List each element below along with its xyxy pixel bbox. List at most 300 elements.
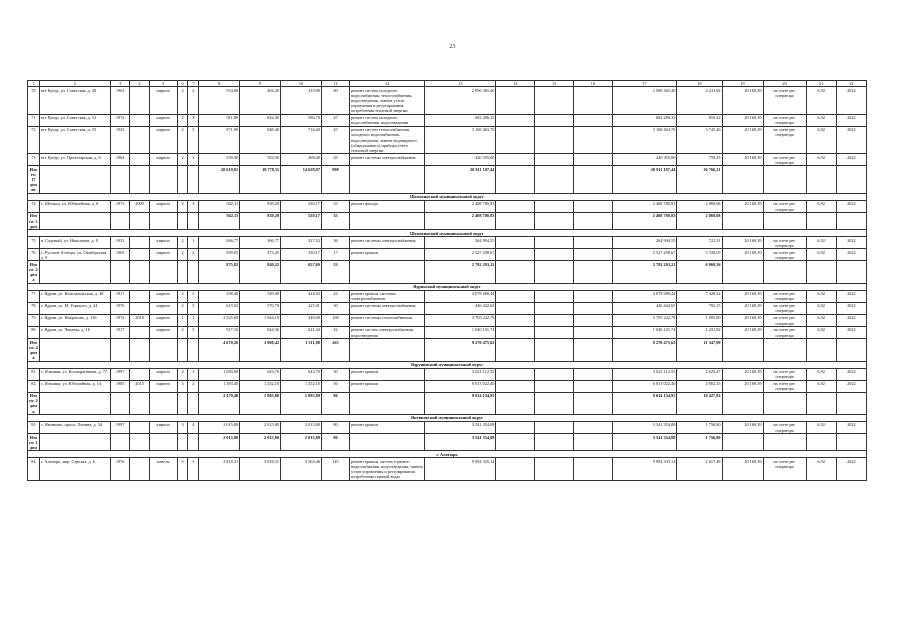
table-cell: кирпич bbox=[149, 290, 177, 302]
table-cell: 942,11 bbox=[199, 213, 240, 230]
table-cell: 2022 bbox=[836, 380, 866, 392]
table-cell: 554,80 bbox=[199, 87, 240, 115]
table-cell: 2 096 365,40 bbox=[612, 87, 677, 115]
table-cell: 682 286,33 bbox=[612, 114, 677, 126]
table-cell: 79 bbox=[28, 314, 40, 326]
table-cell: 530,17 bbox=[281, 200, 322, 212]
table-cell: 875,82 bbox=[199, 261, 240, 283]
table-cell: 22 bbox=[321, 290, 349, 302]
table-cell: 2022 bbox=[836, 114, 866, 126]
table-cell: ремонт фасада bbox=[349, 200, 424, 212]
table-cell: 1 bbox=[188, 314, 199, 326]
table-cell: 74 bbox=[28, 200, 40, 212]
table-cell bbox=[722, 166, 763, 194]
total-row bbox=[28, 261, 867, 283]
table-cell: 9 634 134,95 bbox=[425, 392, 496, 414]
table-cell: 657,69 bbox=[281, 261, 322, 283]
table-cell: пгт Куеда, ул. Пролетарская, д. 8 bbox=[39, 154, 110, 166]
table-cell: 586,70 bbox=[281, 114, 322, 126]
table-cell bbox=[496, 380, 535, 392]
table-cell: 70 bbox=[28, 87, 40, 115]
table-cell: 6 013 022,40 bbox=[612, 380, 677, 392]
table-cell: 2022 bbox=[836, 302, 866, 314]
district-title: Шемахинский муниципальный округ bbox=[28, 194, 867, 201]
table-cell: 219,90 bbox=[281, 87, 322, 115]
table-cell: 1 bbox=[188, 237, 199, 249]
table-cell: 1 905,80 bbox=[677, 314, 722, 326]
table-cell bbox=[573, 261, 612, 283]
table-cell: ремонт системы электроснабжения bbox=[349, 237, 424, 249]
table-cell: с. Шемаха, ул. Юбилейная, д. 6 bbox=[39, 200, 110, 212]
table-cell: г. Ядрин, ул. Чапаева, д. 16 bbox=[39, 327, 110, 339]
table-cell: 45 bbox=[321, 126, 349, 154]
table-cell: 20 169,39 bbox=[722, 237, 763, 249]
table-cell: 782,15 bbox=[677, 302, 722, 314]
table-cell: Итого: 2 дома bbox=[29, 393, 38, 414]
table-cell bbox=[573, 154, 612, 166]
table-cell: 3 541 354,08 bbox=[612, 434, 677, 451]
table-cell: ремонт системы электроснабжения bbox=[349, 154, 424, 166]
table-cell: 2 bbox=[177, 87, 188, 115]
table-cell: 6 060,56 bbox=[677, 261, 722, 283]
table-cell: 35 bbox=[321, 213, 349, 230]
table-cell bbox=[496, 314, 535, 326]
table-cell: 1 bbox=[177, 314, 188, 326]
table-cell: панель bbox=[149, 458, 177, 480]
table-cell: 6,92 bbox=[806, 314, 836, 326]
table-cell: 3 bbox=[188, 200, 199, 212]
table-cell: 1973 bbox=[110, 200, 129, 212]
table-cell: 2 015,80 bbox=[240, 422, 281, 434]
column-number-cell: 19 bbox=[722, 81, 763, 87]
table-cell: 3 168 463,70 bbox=[612, 126, 677, 154]
column-number-cell: 6 bbox=[177, 81, 188, 87]
table-cell bbox=[836, 166, 866, 194]
table-cell bbox=[149, 434, 177, 451]
table-cell: 30 bbox=[321, 302, 349, 314]
table-cell bbox=[573, 249, 612, 261]
table-cell: 1997 bbox=[110, 422, 129, 434]
table-cell bbox=[496, 249, 535, 261]
column-number-cell: 17 bbox=[612, 81, 677, 87]
column-number-cell: 14 bbox=[496, 81, 535, 87]
total-row bbox=[28, 339, 867, 361]
table-cell bbox=[836, 434, 866, 451]
table-cell: 1 895,80 bbox=[281, 392, 322, 414]
table-cell: 2 bbox=[177, 126, 188, 154]
table-cell: 6,92 bbox=[806, 422, 836, 434]
table-cell: 84 bbox=[28, 458, 40, 480]
table-cell: 2022 bbox=[836, 327, 866, 339]
table-cell: 2 015,80 bbox=[199, 434, 240, 451]
table-cell: 6,92 bbox=[806, 380, 836, 392]
table-cell bbox=[177, 213, 188, 230]
table-cell: пгт Куеда, ул. Советская, д. 55 bbox=[39, 126, 110, 154]
table-cell: 3 541 354,08 bbox=[425, 434, 496, 451]
table-row bbox=[28, 126, 867, 154]
table-cell: 3 541 354,08 bbox=[425, 422, 496, 434]
table-cell: 3 bbox=[188, 290, 199, 302]
table-cell: 1 895,80 bbox=[240, 392, 281, 414]
table-cell bbox=[763, 392, 806, 414]
table-cell bbox=[177, 261, 188, 283]
table-cell: кирпич bbox=[149, 302, 177, 314]
table-cell: 1965 bbox=[110, 249, 129, 261]
table-cell: пгт Куеда, ул. Советская, д. 51 bbox=[39, 114, 110, 126]
table-cell bbox=[535, 368, 574, 380]
total-row bbox=[28, 166, 867, 194]
table-cell: 1935 bbox=[110, 237, 129, 249]
table-cell: на счете рег. оператора bbox=[763, 249, 806, 261]
table-cell: 911,80 bbox=[199, 114, 240, 126]
table-cell: 3 bbox=[188, 302, 199, 314]
table-cell: 1 083,80 bbox=[199, 368, 240, 380]
table-row bbox=[28, 368, 867, 380]
table-cell: Итого: 1 дом bbox=[29, 213, 38, 229]
table-cell: 2015 bbox=[130, 380, 149, 392]
table-cell bbox=[149, 261, 177, 283]
table-cell: на счете рег. оператора bbox=[763, 327, 806, 339]
table-cell: на счете рег. оператора bbox=[763, 114, 806, 126]
table-cell: 2 527 298,67 bbox=[425, 249, 496, 261]
table-cell: 2022 bbox=[836, 126, 866, 154]
table-cell: 1 252,10 bbox=[281, 380, 322, 392]
table-cell: 6,92 bbox=[806, 237, 836, 249]
table-cell bbox=[836, 213, 866, 230]
table-cell: п. Садовый, ул. Николаева, д. 8 bbox=[39, 237, 110, 249]
table-cell: 7 428,22 bbox=[677, 290, 722, 302]
table-cell: 2 408 780,83 bbox=[612, 213, 677, 230]
table-cell bbox=[806, 166, 836, 194]
table-cell bbox=[722, 434, 763, 451]
table-cell bbox=[349, 339, 424, 361]
table-cell bbox=[349, 213, 424, 230]
table-row bbox=[28, 237, 867, 249]
table-cell: 3 bbox=[188, 154, 199, 166]
table-cell: 9 270 475,62 bbox=[612, 339, 677, 361]
table-cell: 716,40 bbox=[281, 126, 322, 154]
column-number-cell: 9 bbox=[240, 81, 281, 87]
table-cell: 2 470,40 bbox=[199, 392, 240, 414]
column-number-cell: 21 bbox=[806, 81, 836, 87]
table-cell: Итого: 17 домов bbox=[28, 166, 40, 194]
table-cell: 2 525,69 bbox=[199, 314, 240, 326]
table-cell: 1 944,19 bbox=[240, 314, 281, 326]
table-cell bbox=[573, 368, 612, 380]
table-row bbox=[28, 154, 867, 166]
table-cell: 424,03 bbox=[281, 290, 322, 302]
table-cell: пгт Куеда, ул. Советская, д. 49 bbox=[39, 87, 110, 115]
table-cell: с. Русские Алчеды, ул. Октябрьская, д. 9 bbox=[39, 249, 110, 261]
table-cell: 5 625,47 bbox=[677, 368, 722, 380]
table-cell bbox=[110, 166, 129, 194]
table-cell bbox=[535, 339, 574, 361]
table-cell: 1 040 101,74 bbox=[425, 327, 496, 339]
table-cell: г. Ядрин, ул. М. Горького, д. 24 bbox=[39, 302, 110, 314]
table-cell bbox=[836, 392, 866, 414]
table-cell bbox=[836, 261, 866, 283]
table-cell: 264 994,55 bbox=[425, 237, 496, 249]
table-cell bbox=[496, 126, 535, 154]
table-cell: 3 818,31 bbox=[240, 458, 281, 480]
table-cell bbox=[130, 290, 149, 302]
table-cell: Итого: 2 дома bbox=[29, 261, 38, 283]
table-cell bbox=[763, 261, 806, 283]
table-cell: 2022 bbox=[836, 87, 866, 115]
table-cell: 3 908,42 bbox=[240, 339, 281, 361]
table-cell bbox=[535, 166, 574, 194]
table-cell bbox=[130, 302, 149, 314]
table-cell: 2 408 780,83 bbox=[612, 200, 677, 212]
table-cell: 549,08 bbox=[240, 290, 281, 302]
table-cell: ремонт системы электроснабжения bbox=[349, 302, 424, 314]
table-cell: 53 bbox=[321, 261, 349, 283]
table-cell: 494,20 bbox=[240, 87, 281, 115]
table-cell bbox=[130, 154, 149, 166]
table-cell: 29 bbox=[321, 154, 349, 166]
table-cell bbox=[110, 261, 129, 283]
table-cell: 1974 bbox=[110, 314, 129, 326]
table-cell bbox=[130, 249, 149, 261]
district-title: Ядринский муниципальный округ bbox=[28, 283, 867, 290]
table-cell: 35 bbox=[321, 200, 349, 212]
table-cell: 2022 bbox=[836, 200, 866, 212]
table-cell bbox=[496, 290, 535, 302]
table-cell: 2 015,80 bbox=[199, 422, 240, 434]
table-cell: 2 792 293,22 bbox=[612, 261, 677, 283]
table-cell: кирпич bbox=[149, 154, 177, 166]
table-cell: ремонт системы теплоснабжения bbox=[349, 314, 424, 326]
table-cell bbox=[349, 434, 424, 451]
table-cell: Итого: 4 дома bbox=[29, 339, 38, 361]
table-cell bbox=[806, 261, 836, 283]
table-cell: 1 040 101,74 bbox=[612, 327, 677, 339]
table-row bbox=[28, 290, 867, 302]
table-cell: 36 766,21 bbox=[677, 166, 722, 194]
table-cell: 908 bbox=[321, 166, 349, 194]
table-cell bbox=[573, 213, 612, 230]
table-cell bbox=[39, 434, 110, 451]
table-cell: 1 511,88 bbox=[281, 339, 322, 361]
table-cell: 2 bbox=[188, 249, 199, 261]
table-cell: 2 096 365,40 bbox=[425, 87, 496, 115]
table-cell: 20 169,39 bbox=[722, 327, 763, 339]
table-cell bbox=[130, 87, 149, 115]
table-cell: 598,40 bbox=[199, 290, 240, 302]
table-cell: 3 818,31 bbox=[199, 458, 240, 480]
table-cell: 20 169,39 bbox=[722, 380, 763, 392]
table-cell bbox=[496, 166, 535, 194]
table-cell bbox=[188, 166, 199, 194]
table-cell bbox=[496, 434, 535, 451]
table-cell bbox=[806, 339, 836, 361]
table-cell: 1917 bbox=[110, 327, 129, 339]
table-cell bbox=[496, 200, 535, 212]
table-cell: кирпич bbox=[149, 87, 177, 115]
column-number-cell: 5 bbox=[149, 81, 177, 87]
table-cell bbox=[535, 458, 574, 480]
table-cell: 1 bbox=[188, 368, 199, 380]
table-cell: 20 911 197,44 bbox=[425, 166, 496, 194]
table-cell bbox=[573, 314, 612, 326]
table-cell bbox=[349, 392, 424, 414]
table-cell bbox=[535, 154, 574, 166]
table-cell: 6,92 bbox=[806, 290, 836, 302]
table-cell: 2 792 293,22 bbox=[425, 261, 496, 283]
table-cell: кирпич bbox=[149, 249, 177, 261]
table-cell: 1 231,82 bbox=[677, 327, 722, 339]
table-cell: кирпич bbox=[149, 314, 177, 326]
table-cell: г. Ядрин, ул. Некрасова, д. 136 bbox=[39, 314, 110, 326]
table-cell: 81 bbox=[28, 368, 40, 380]
table-cell bbox=[39, 166, 110, 194]
table-cell: на счете рег. оператора bbox=[763, 314, 806, 326]
column-number-cell: 12 bbox=[349, 81, 424, 87]
table-cell: 2022 bbox=[836, 422, 866, 434]
table-cell bbox=[722, 261, 763, 283]
table-cell: 73 bbox=[28, 154, 40, 166]
table-cell bbox=[573, 380, 612, 392]
table-cell bbox=[188, 434, 199, 451]
table-cell: 2022 bbox=[836, 154, 866, 166]
table-cell: 20 169,39 bbox=[722, 126, 763, 154]
table-cell: ремонт крыши bbox=[349, 249, 424, 261]
column-number-cell: 2 bbox=[39, 81, 110, 87]
table-cell: 621,34 bbox=[281, 327, 322, 339]
total-row bbox=[28, 213, 867, 230]
table-cell: 2 bbox=[177, 200, 188, 212]
table-cell: 4 241,94 bbox=[677, 87, 722, 115]
table-cell bbox=[149, 166, 177, 194]
table-cell: 18 778,11 bbox=[240, 166, 281, 194]
table-cell: 330,17 bbox=[281, 249, 322, 261]
table-cell: 2 bbox=[177, 290, 188, 302]
table-cell bbox=[573, 392, 612, 414]
table-row bbox=[28, 302, 867, 314]
table-cell: 4 078 688,44 bbox=[425, 290, 496, 302]
table-cell bbox=[573, 434, 612, 451]
table-cell: 4 bbox=[188, 422, 199, 434]
table-cell: 1976 bbox=[110, 302, 129, 314]
table-cell: ремонт крыши, системы электроснабжения bbox=[349, 290, 424, 302]
table-cell: 446 442,65 bbox=[612, 302, 677, 314]
table-cell bbox=[177, 392, 188, 414]
table-cell: 2 bbox=[177, 237, 188, 249]
table-cell: 839,29 bbox=[240, 213, 281, 230]
table-cell: 6,92 bbox=[806, 249, 836, 261]
table-cell: на счете рег. оператора bbox=[763, 237, 806, 249]
column-number-cell: 8 bbox=[199, 81, 240, 87]
table-cell: 72 bbox=[28, 126, 40, 154]
table-cell: 6,92 bbox=[806, 327, 836, 339]
table-cell bbox=[130, 166, 149, 194]
table-row bbox=[28, 314, 867, 326]
table-cell bbox=[535, 249, 574, 261]
table-cell: 86 bbox=[321, 392, 349, 414]
column-number-cell: 16 bbox=[573, 81, 612, 87]
table-cell bbox=[535, 200, 574, 212]
table-cell: ремонт крыши, систем горячего водоснабжения, водоотведения, замена узлов управления и регулирования потребления горячей воды bbox=[349, 458, 424, 480]
column-number-cell: 3 bbox=[110, 81, 129, 87]
table-cell: 17 bbox=[321, 249, 349, 261]
table-cell: 47 bbox=[321, 114, 349, 126]
table-cell: 2 527 298,67 bbox=[612, 249, 677, 261]
table-cell: 2022 bbox=[836, 237, 866, 249]
table-cell: на счете рег. оператора bbox=[763, 458, 806, 480]
table-cell: 2 bbox=[177, 154, 188, 166]
table-cell: 225,01 bbox=[281, 302, 322, 314]
table-cell bbox=[573, 290, 612, 302]
table-cell bbox=[110, 213, 129, 230]
table-cell bbox=[573, 126, 612, 154]
table-cell bbox=[39, 339, 110, 361]
district-row bbox=[28, 194, 867, 201]
table-cell: 145 bbox=[321, 458, 349, 480]
table-cell bbox=[496, 114, 535, 126]
table-cell bbox=[573, 87, 612, 115]
table-cell: на счете рег. оператора bbox=[763, 87, 806, 115]
table-cell: 420 355,00 bbox=[612, 154, 677, 166]
table-cell: с. Яльчики, ул. Юбилейная, д. 14 bbox=[39, 380, 110, 392]
table-cell: 2 bbox=[177, 114, 188, 126]
table-cell: 82 bbox=[28, 380, 40, 392]
table-cell: 1985 bbox=[110, 380, 129, 392]
table-cell: 3 bbox=[188, 114, 199, 126]
table-cell: 2 bbox=[188, 380, 199, 392]
table-cell bbox=[177, 434, 188, 451]
table-cell bbox=[573, 200, 612, 212]
table-cell: 2 bbox=[177, 249, 188, 261]
table-cell bbox=[130, 237, 149, 249]
table-cell: 643,70 bbox=[240, 368, 281, 380]
table-cell: 839,29 bbox=[240, 200, 281, 212]
table-cell: на счете рег. оператора bbox=[763, 290, 806, 302]
table-cell: 6 013 022,40 bbox=[425, 380, 496, 392]
table-cell bbox=[188, 392, 199, 414]
table-cell: 848,40 bbox=[240, 126, 281, 154]
table-cell bbox=[535, 302, 574, 314]
table-cell: 6,92 bbox=[806, 154, 836, 166]
table-cell: 268,40 bbox=[281, 154, 322, 166]
total-row bbox=[28, 434, 867, 451]
table-cell bbox=[535, 114, 574, 126]
table-cell bbox=[130, 458, 149, 480]
table-cell: 2018 bbox=[130, 314, 149, 326]
table-cell bbox=[130, 261, 149, 283]
table-cell: 6,92 bbox=[806, 114, 836, 126]
table-cell: 509,05 bbox=[199, 249, 240, 261]
table-cell bbox=[130, 368, 149, 380]
table-row bbox=[28, 114, 867, 126]
district-title: Ядрунинский муниципальный округ bbox=[28, 361, 867, 368]
table-cell: 3 bbox=[188, 126, 199, 154]
table-cell: 366,77 bbox=[240, 237, 281, 249]
table-cell: 1 756,80 bbox=[677, 422, 722, 434]
table-cell bbox=[496, 87, 535, 115]
table-cell: 20 169,39 bbox=[722, 200, 763, 212]
table-cell: ремонт крыши bbox=[349, 368, 424, 380]
table-cell bbox=[39, 261, 110, 283]
table-cell bbox=[188, 339, 199, 361]
table-row bbox=[28, 249, 867, 261]
table-cell: 40 bbox=[321, 87, 349, 115]
table-cell bbox=[496, 392, 535, 414]
table-cell bbox=[130, 126, 149, 154]
table-cell: 20 169,39 bbox=[722, 368, 763, 380]
table-cell: 30 bbox=[321, 368, 349, 380]
table-cell: 4 670,26 bbox=[199, 339, 240, 361]
table-cell bbox=[110, 434, 129, 451]
